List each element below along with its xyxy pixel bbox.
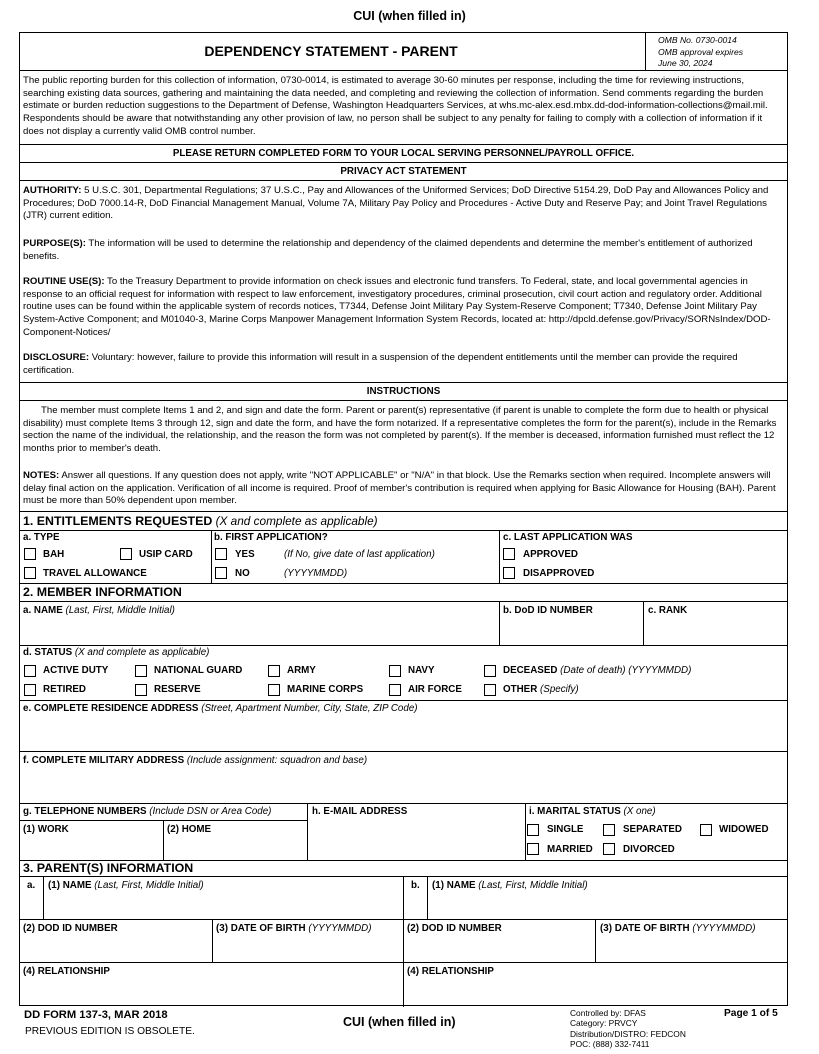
member-name-label xyxy=(23,605,175,616)
title-divider xyxy=(645,32,646,70)
marital-status-title: i. MARITAL STATUS xyxy=(529,806,621,817)
parent-b-dodid-label: (2) DOD ID NUMBER xyxy=(407,923,502,934)
rule xyxy=(19,400,788,401)
last-application-label: c. LAST APPLICATION WAS xyxy=(503,532,633,543)
marital-status-hint: (X one) xyxy=(620,806,656,817)
return-notice: PLEASE RETURN COMPLETED FORM TO YOUR LOCAL SERVING PERSONNEL/PAYROLL OFFICE. xyxy=(172,148,635,159)
retired-checkbox[interactable] xyxy=(24,684,36,696)
disapproved-label: DISAPPROVED xyxy=(523,568,595,579)
deceased-checkbox[interactable] xyxy=(484,665,496,677)
parent-b-dob-label xyxy=(600,923,755,934)
status-label xyxy=(23,647,209,658)
divider xyxy=(211,530,212,583)
air-force-label: AIR FORCE xyxy=(408,684,462,695)
rule xyxy=(19,583,788,584)
divider xyxy=(212,919,213,962)
residence-address-label xyxy=(23,703,418,714)
parent-a-dodid-field[interactable] xyxy=(23,937,208,959)
residence-address-hint: (Street, Apartment Number, City, State, ZIP Code) xyxy=(198,703,418,714)
disapproved-checkbox[interactable] xyxy=(503,567,515,579)
parent-a-name-field[interactable] xyxy=(48,894,398,916)
no-label: NO xyxy=(235,568,250,579)
usip-card-checkbox[interactable] xyxy=(120,548,132,560)
rule xyxy=(19,645,788,646)
travel-allowance-label: TRAVEL ALLOWANCE xyxy=(43,568,147,579)
authority-body: 5 U.S.C. 301, Departmental Regulations; 37 U.S.C., Pay and Allowances of the Uniformed Services; DoD Directive 5154.29, DoD Pay and Allowances Policy and Procedures; DoD 7000.14-R, DoD Financial Management Manual, Volume 7A, Military Pay Policy and Procedures - Active Duty and Reserve Pay; and Joint Travel Regulations (JTR) current edition. xyxy=(23,185,769,222)
rule xyxy=(19,162,788,163)
telephone-hint: (Include DSN or Area Code) xyxy=(146,806,272,817)
cui-banner-bottom: CUI (when filled in) xyxy=(343,1015,456,1029)
section-2-heading: 2. MEMBER INFORMATION xyxy=(23,585,182,599)
approved-checkbox[interactable] xyxy=(503,548,515,560)
notes-text xyxy=(23,470,785,508)
home-phone-label: (2) HOME xyxy=(167,824,212,835)
navy-label: NAVY xyxy=(408,665,435,676)
single-checkbox[interactable] xyxy=(527,824,539,836)
parent-a-dodid-label: (2) DOD ID NUMBER xyxy=(23,923,118,934)
divider xyxy=(43,876,44,919)
deceased-label xyxy=(503,665,691,676)
parent-a-name-label xyxy=(48,880,204,891)
parent-b-name-label xyxy=(432,880,588,891)
email-label: h. E-MAIL ADDRESS xyxy=(312,806,408,817)
member-name-title: a. NAME xyxy=(23,605,63,616)
page-number: Page 1 of 5 xyxy=(724,1008,778,1019)
work-phone-field[interactable] xyxy=(23,838,159,858)
divider xyxy=(163,820,164,860)
parent-b-dob-title: (3) DATE OF BIRTH xyxy=(600,923,690,934)
disclosure-text xyxy=(23,352,785,377)
parent-b-name-hint: (Last, First, Middle Initial) xyxy=(475,880,588,891)
navy-checkbox[interactable] xyxy=(389,665,401,677)
first-application-no-checkbox[interactable] xyxy=(215,567,227,579)
parent-b-dob-field[interactable] xyxy=(600,937,784,959)
parent-a-dob-title: (3) DATE OF BIRTH xyxy=(216,923,306,934)
travel-allowance-checkbox[interactable] xyxy=(24,567,36,579)
parent-b-relationship-field[interactable] xyxy=(407,980,784,1004)
residence-address-title: e. COMPLETE RESIDENCE ADDRESS xyxy=(23,703,199,714)
deceased-title: DECEASED xyxy=(503,665,558,676)
no-hint: (YYYYMMDD) xyxy=(284,568,348,579)
reserve-checkbox[interactable] xyxy=(135,684,147,696)
dod-id-field[interactable] xyxy=(503,619,639,643)
first-application-yes-checkbox[interactable] xyxy=(215,548,227,560)
other-label xyxy=(503,684,579,695)
usip-card-label: USIP CARD xyxy=(139,549,193,560)
instructions-heading: INSTRUCTIONS xyxy=(366,386,441,397)
national-guard-label: NATIONAL GUARD xyxy=(154,665,243,676)
purpose-label: PURPOSE(S): xyxy=(23,238,86,249)
divider xyxy=(427,876,428,919)
parent-b-marker: b. xyxy=(411,880,420,891)
active-duty-checkbox[interactable] xyxy=(24,665,36,677)
routine-uses-label: ROUTINE USE(S): xyxy=(23,276,105,287)
rule xyxy=(19,919,788,920)
rule xyxy=(19,144,788,145)
disclosure-body: Voluntary: however, failure to provide this information will result in a suspension of the dependent entitlements until the member can provide the required certification. xyxy=(23,352,738,376)
instructions-body: The member must complete Items 1 and 2, and sign and date the form. Parent or parent(s) representative (if parent is unable to complete the form due to health or physical disability) must complete Items 3 through 12, sign and date the form, and have the form notarized. If a representative completes the form for the parent(s), include in the Remarks section the name of the individual, the relationship, and the reason the form was not completed by parent(s). If the member is deceased, information furnished must reflect the 12 months prior to member's death. xyxy=(23,405,777,455)
national-guard-checkbox[interactable] xyxy=(135,665,147,677)
parent-a-relationship-field[interactable] xyxy=(23,980,399,1004)
other-hint: (Specify) xyxy=(537,684,579,695)
member-name-hint: (Last, First, Middle Initial) xyxy=(62,605,175,616)
email-field[interactable] xyxy=(312,820,522,858)
widowed-checkbox[interactable] xyxy=(700,824,712,836)
parent-a-dob-label xyxy=(216,923,371,934)
telephone-label xyxy=(23,806,271,817)
section-1-hint: (X and complete as applicable) xyxy=(212,514,378,528)
rule xyxy=(19,751,788,752)
member-name-field[interactable] xyxy=(23,619,495,643)
residence-address-field[interactable] xyxy=(23,717,783,749)
rule xyxy=(19,511,788,512)
work-phone-label: (1) WORK xyxy=(23,824,69,835)
marine-corps-label: MARINE CORPS xyxy=(287,684,364,695)
type-label: a. TYPE xyxy=(23,532,60,543)
parent-a-marker: a. xyxy=(27,880,36,891)
parent-b-dodid-field[interactable] xyxy=(407,937,591,959)
parent-a-name-title: (1) NAME xyxy=(48,880,92,891)
approved-label: APPROVED xyxy=(523,549,578,560)
other-checkbox[interactable] xyxy=(484,684,496,696)
other-title: OTHER xyxy=(503,684,538,695)
disclosure-label: DISCLOSURE: xyxy=(23,352,90,363)
rule xyxy=(19,962,788,963)
rule xyxy=(19,803,788,804)
separated-checkbox[interactable] xyxy=(603,824,615,836)
poc: POC: (888) 332-7411 xyxy=(570,1039,650,1049)
army-label: ARMY xyxy=(287,665,316,676)
purpose-body: The information will be used to determine the relationship and dependency of the claimed dependents and determine the member's entitlement of authorized benefits. xyxy=(23,238,753,262)
status-hint: (X and complete as applicable) xyxy=(72,647,210,658)
divider xyxy=(595,919,596,962)
reserve-label: RESERVE xyxy=(154,684,201,695)
omb-expires: OMB approval expires xyxy=(658,47,744,57)
divider xyxy=(403,876,404,1007)
routine-uses-body: To the Treasury Department to provide information on check issues and electronic fund transfers. To Federal, state, and local governmental agencies in response to an official request for information with respect to law enforcement, investigatory procedures, criminal prosecution, civil court action and regulatory order. Additional routine uses can be found within the applicable system of records notices, T7344, Defense Joint Military Pay System-Reserve Component; T7340, Defense Joint Military Pay System-Active Component; and M01040-3, Marine Corps Manpower Management Information System Records, located at: http://dpcld.defense.gov/Privacy/SORNsIndex/DOD-Component-Notices/ xyxy=(23,276,771,338)
section-1-title: 1. ENTITLEMENTS REQUESTED xyxy=(23,514,213,528)
parent-b-name-field[interactable] xyxy=(432,894,782,916)
married-checkbox[interactable] xyxy=(527,843,539,855)
routine-uses-text xyxy=(23,276,785,340)
widowed-label: WIDOWED xyxy=(719,824,769,835)
air-force-checkbox[interactable] xyxy=(389,684,401,696)
separated-label: SEPARATED xyxy=(623,824,682,835)
rule xyxy=(19,382,788,383)
married-label: MARRIED xyxy=(547,844,593,855)
military-address-hint: (Include assignment: squadron and base) xyxy=(184,755,368,766)
parent-b-dob-hint: (YYYYMMDD) xyxy=(689,923,756,934)
home-phone-field[interactable] xyxy=(167,838,303,858)
status-title: d. STATUS xyxy=(23,647,73,658)
single-label: SINGLE xyxy=(547,824,584,835)
rule xyxy=(19,700,788,701)
section-1-heading xyxy=(23,514,378,528)
authority-label: AUTHORITY: xyxy=(23,185,82,196)
form-title: DEPENDENCY STATEMENT - PARENT xyxy=(204,43,458,59)
marine-corps-checkbox[interactable] xyxy=(268,684,280,696)
yes-label: YES xyxy=(235,549,255,560)
active-duty-label: ACTIVE DUTY xyxy=(43,665,109,676)
military-address-field[interactable] xyxy=(23,769,783,801)
omb-date: June 30, 2024 xyxy=(658,58,713,68)
parent-a-dob-hint: (YYYYMMDD) xyxy=(305,923,372,934)
divider xyxy=(643,601,644,645)
bah-checkbox[interactable] xyxy=(24,548,36,560)
rule xyxy=(19,530,788,531)
parent-a-relationship-label: (4) RELATIONSHIP xyxy=(23,966,110,977)
divorced-label: DIVORCED xyxy=(623,844,675,855)
cui-banner-top: CUI (when filled in) xyxy=(353,9,466,23)
dod-id-label: b. DoD ID NUMBER xyxy=(503,605,593,616)
retired-label: RETIRED xyxy=(43,684,87,695)
first-application-label: b. FIRST APPLICATION? xyxy=(214,532,328,543)
category: Category: PRVCY xyxy=(570,1018,638,1028)
divider xyxy=(499,601,500,645)
divider xyxy=(525,803,526,860)
military-address-title: f. COMPLETE MILITARY ADDRESS xyxy=(23,755,185,766)
military-address-label xyxy=(23,755,367,766)
parent-a-dob-field[interactable] xyxy=(216,937,399,959)
divorced-checkbox[interactable] xyxy=(603,843,615,855)
yes-hint: (If No, give date of last application) xyxy=(284,549,435,560)
purpose-text xyxy=(23,238,785,263)
controlled-by: Controlled by: DFAS xyxy=(570,1008,646,1018)
divider xyxy=(499,530,500,583)
army-checkbox[interactable] xyxy=(268,665,280,677)
omb-number: OMB No. 0730-0014 xyxy=(658,35,737,45)
burden-statement: The public reporting burden for this collection of information, 0730-0014, is estimated to average 30-60 minutes per response, including the time for reviewing instructions, searching existing data sources, gathering and maintaining the data needed, and completing and reviewing the collection of information. Send comments regarding the burden estimate or burden reduction suggestions to the Department of Defense, Washington Headquarters Services, at whs.mc-alex.esd.mbx.dd-dod-information-collections@mail.mil. Respondents should be aware that notwithstanding any other provision of law, no person shall be subject to any penalty for failing to comply with a collection of information if it does not display a currently valid OMB control number. xyxy=(23,75,768,137)
form-number: DD FORM 137-3, MAR 2018 xyxy=(24,1009,168,1021)
rank-label: c. RANK xyxy=(648,605,688,616)
notes-body: Answer all questions. If any question does not apply, write "NOT APPLICABLE" or "N/A" in that block. Use the Remarks section when required. Incomplete answers will delay final action on the application. Verification of all income is required. Proof of member's contribution is required when applying for Basic Allowance for Housing (BAH). Parent must be more than 50% dependent upon member. xyxy=(23,470,776,507)
notes-label: NOTES: xyxy=(23,470,60,481)
parent-b-relationship-label: (4) RELATIONSHIP xyxy=(407,966,494,977)
obsolete-notice: PREVIOUS EDITION IS OBSOLETE. xyxy=(25,1026,195,1037)
deceased-hint: (Date of death) (YYYYMMDD) xyxy=(557,665,692,676)
parent-b-name-title: (1) NAME xyxy=(432,880,476,891)
rule xyxy=(19,180,788,181)
authority-text xyxy=(23,185,785,223)
section-3-heading: 3. PARENT(S) INFORMATION xyxy=(23,861,194,875)
divider xyxy=(307,803,308,860)
rule xyxy=(19,70,788,71)
marital-status-label xyxy=(529,806,656,817)
parent-a-name-hint: (Last, First, Middle Initial) xyxy=(91,880,204,891)
privacy-heading: PRIVACY ACT STATEMENT xyxy=(340,166,467,177)
rule xyxy=(19,601,788,602)
distribution: Distribution/DISTRO: FEDCON xyxy=(570,1029,686,1039)
telephone-title: g. TELEPHONE NUMBERS xyxy=(23,806,147,817)
bah-label: BAH xyxy=(43,549,65,560)
rank-field[interactable] xyxy=(648,619,784,643)
